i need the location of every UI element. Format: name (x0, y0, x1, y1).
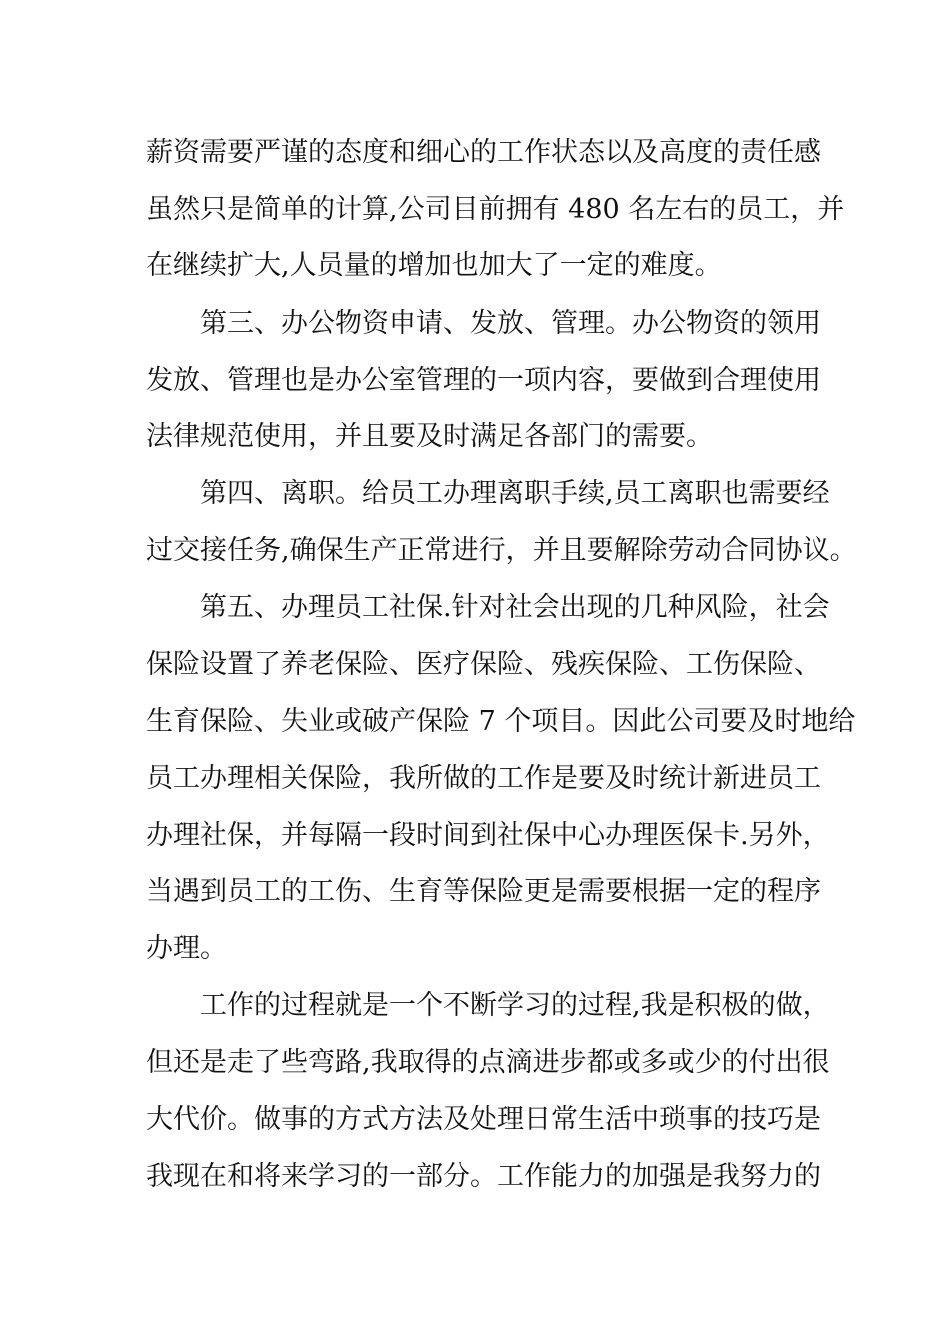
paragraph-start-line: 第四、离职。给员工办理离职手续,员工离职也需要经 (200, 478, 830, 509)
text-line: 办理社保，并每隔一段时间到社保中心办理医保卡.另外， (146, 820, 830, 851)
text-line: 员工办理相关保险，我所做的工作是要及时统计新进员工 (146, 763, 821, 794)
paragraph-start-line: 第三、办公物资申请、发放、管理。办公物资的领用 (200, 308, 821, 339)
paragraph-start-line: 工作的过程就是一个不断学习的过程,我是积极的做， (200, 990, 830, 1021)
text-line: 在继续扩大,人员量的增加也加大了一定的难度。 (146, 250, 722, 281)
text-line: 薪资需要严谨的态度和细心的工作状态以及高度的责任感 (146, 137, 821, 168)
text-line: 但还是走了些弯路,我取得的点滴进步都或多或少的付出很 (146, 1047, 830, 1078)
paragraph-start-line: 第五、办理员工社保.针对社会出现的几种风险，社会 (200, 592, 830, 623)
text-line: 当遇到员工的工伤、生育等保险更是需要根据一定的程序 (146, 876, 821, 907)
text-line: 发放、管理也是办公室管理的一项内容，要做到合理使用 (146, 365, 821, 396)
text-line: 生育保险、失业或破产保险 7 个项目。因此公司要及时地给 (146, 706, 856, 737)
text-line: 法律规范使用，并且要及时满足各部门的需要。 (146, 421, 713, 452)
text-line: 大代价。做事的方式方法及处理日常生活中琐事的技巧是 (146, 1104, 821, 1135)
text-line: 我现在和将来学习的一部分。工作能力的加强是我努力的 (146, 1161, 821, 1192)
text-line: 办理。 (146, 933, 227, 964)
text-line: 虽然只是简单的计算,公司目前拥有 480 名左右的员工，并 (146, 194, 845, 225)
text-line: 保险设置了养老保险、医疗保险、残疾保险、工伤保险、 (146, 649, 821, 680)
text-line: 过交接任务,确保生产正常进行，并且要解除劳动合同协议。 (146, 535, 857, 566)
